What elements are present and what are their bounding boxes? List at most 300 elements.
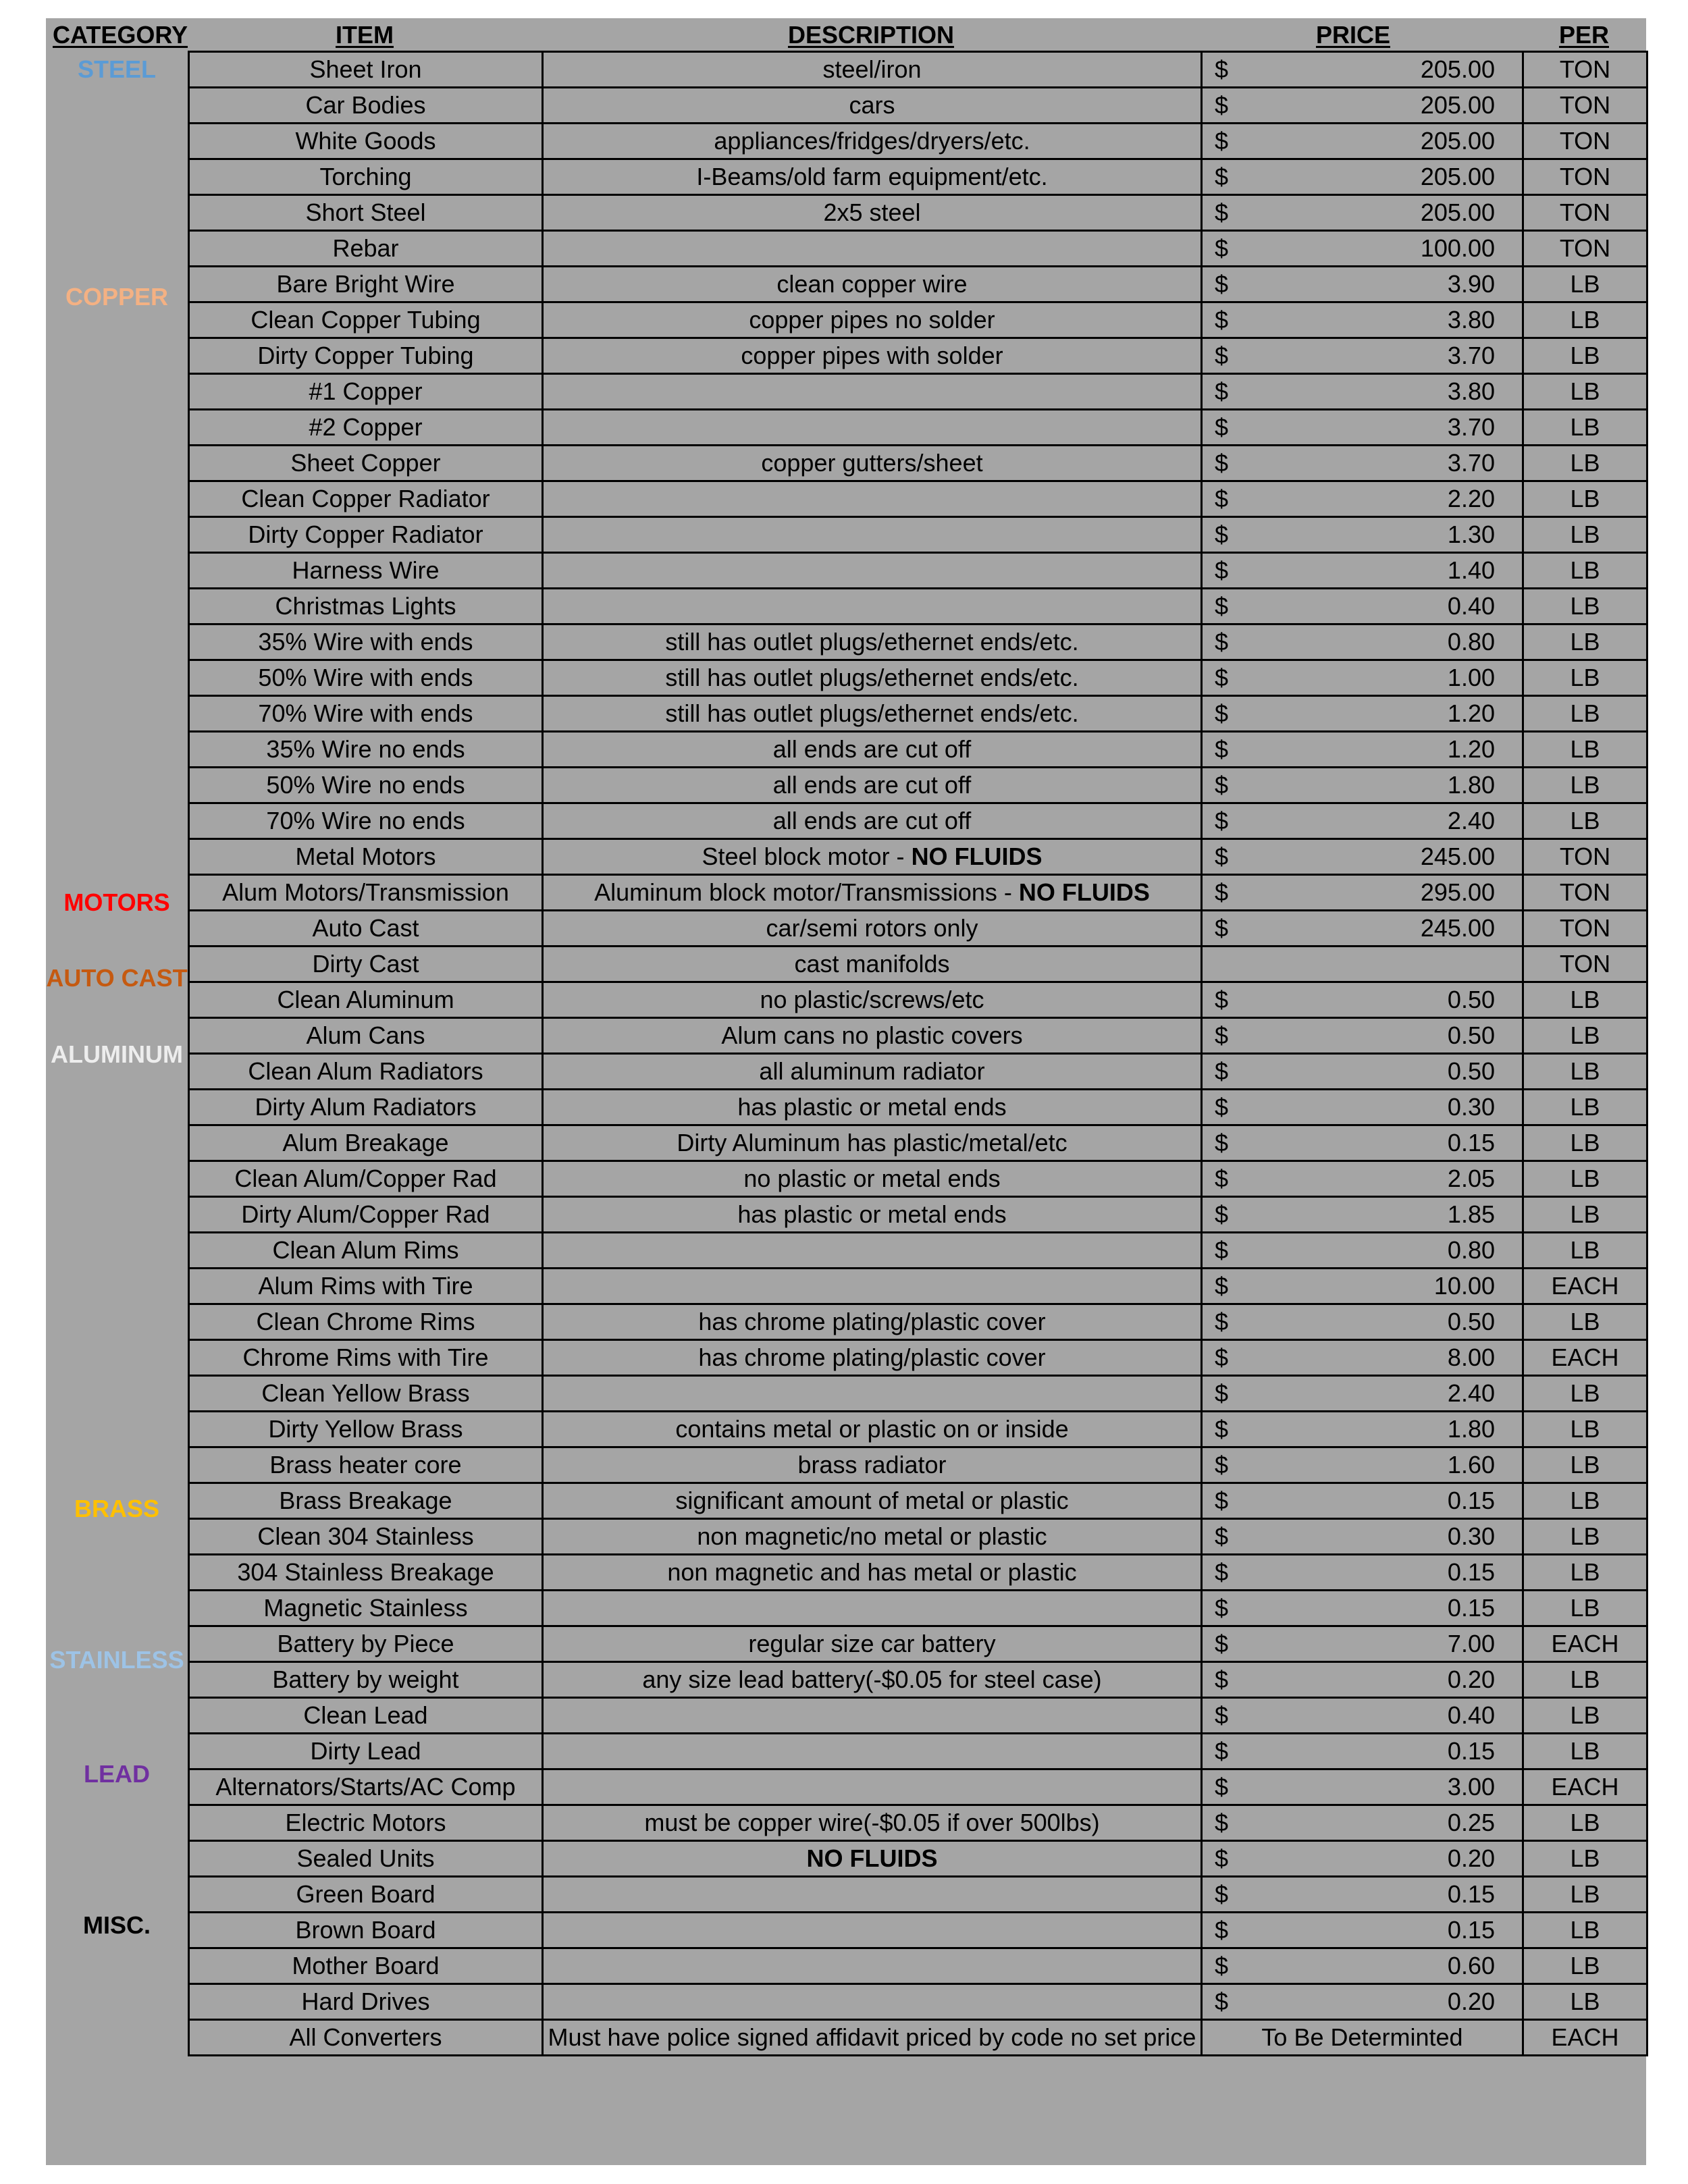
item-cell: Auto Cast	[189, 911, 543, 947]
per-cell: LB	[1523, 768, 1647, 803]
item-cell: #1 Copper	[189, 374, 543, 410]
table-row	[189, 267, 1647, 302]
item-cell: Clean Yellow Brass	[189, 1376, 543, 1412]
table-row	[189, 88, 1647, 124]
description-cell	[543, 1233, 1202, 1269]
price-cell	[1202, 624, 1523, 660]
description-text: still has outlet plugs/ethernet ends/etc.	[665, 699, 1079, 727]
per-cell: EACH	[1523, 2020, 1647, 2056]
table-row	[189, 1018, 1647, 1054]
dollar-sign: $	[1215, 1988, 1229, 2015]
description-cell	[543, 517, 1202, 553]
per-cell: TON	[1523, 124, 1647, 159]
price-amount: 1.20	[1447, 699, 1495, 727]
dollar-sign: $	[1215, 198, 1229, 226]
description-cell	[543, 1269, 1202, 1304]
price-cell	[1202, 1090, 1523, 1125]
price-cell	[1202, 88, 1523, 124]
description-cell	[543, 553, 1202, 589]
item-cell: Harness Wire	[189, 553, 543, 589]
price-cell	[1202, 1877, 1523, 1913]
dollar-sign: $	[1215, 1487, 1229, 1514]
per-cell: EACH	[1523, 1340, 1647, 1376]
table-row	[189, 1698, 1647, 1734]
price-cell	[1202, 1662, 1523, 1698]
table-row	[189, 1841, 1647, 1877]
item-cell: Brass Breakage	[189, 1483, 543, 1519]
price-amount: 100.00	[1420, 234, 1495, 262]
item-cell: Electric Motors	[189, 1805, 543, 1841]
price-amount: 0.50	[1447, 1057, 1495, 1085]
per-cell: LB	[1523, 338, 1647, 374]
dollar-sign: $	[1215, 91, 1229, 119]
price-text: To Be Determinted	[1261, 2023, 1463, 2051]
description-text: Dirty Aluminum has plastic/metal/etc	[677, 1129, 1067, 1156]
dollar-sign: $	[1215, 449, 1229, 477]
description-cell	[543, 696, 1202, 732]
dollar-sign: $	[1215, 735, 1229, 763]
item-cell: Magnetic Stainless	[189, 1591, 543, 1626]
per-cell: LB	[1523, 302, 1647, 338]
description-text: cast manifolds	[794, 950, 950, 978]
dollar-sign: $	[1215, 1916, 1229, 1944]
description-cell	[543, 1054, 1202, 1090]
price-cell	[1202, 1233, 1523, 1269]
dollar-sign: $	[1215, 664, 1229, 691]
price-amount: 8.00	[1447, 1343, 1495, 1371]
description-text: 2x5 steel	[823, 198, 921, 226]
dollar-sign: $	[1215, 1773, 1229, 1801]
dollar-sign: $	[1215, 807, 1229, 834]
description-text: regular size car battery	[748, 1630, 996, 1657]
price-cell	[1202, 338, 1523, 374]
price-cell	[1202, 1269, 1523, 1304]
price-amount: 3.00	[1447, 1773, 1495, 1801]
dollar-sign: $	[1215, 1379, 1229, 1407]
item-cell: Battery by Piece	[189, 1626, 543, 1662]
per-cell: LB	[1523, 374, 1647, 410]
price-cell	[1202, 732, 1523, 768]
price-cell	[1202, 1626, 1523, 1662]
description-emphasis: NO FLUIDS	[911, 843, 1043, 870]
price-amount: 0.15	[1447, 1737, 1495, 1765]
per-cell: LB	[1523, 696, 1647, 732]
dollar-sign: $	[1215, 377, 1229, 405]
per-cell: TON	[1523, 195, 1647, 231]
item-cell: Brass heater core	[189, 1447, 543, 1483]
price-amount: 0.30	[1447, 1093, 1495, 1121]
item-cell: Dirty Lead	[189, 1734, 543, 1769]
table-row	[189, 982, 1647, 1018]
item-cell: Dirty Yellow Brass	[189, 1412, 543, 1447]
price-amount: 0.50	[1447, 1021, 1495, 1049]
description-text: contains metal or plastic on or inside	[675, 1415, 1069, 1443]
price-cell	[1202, 982, 1523, 1018]
price-cell	[1202, 1304, 1523, 1340]
table-row	[189, 589, 1647, 624]
per-cell: LB	[1523, 589, 1647, 624]
price-amount: 0.15	[1447, 1594, 1495, 1622]
dollar-sign: $	[1215, 878, 1229, 906]
dollar-sign: $	[1215, 234, 1229, 262]
description-cell	[543, 1591, 1202, 1626]
description-text: has plastic or metal ends	[737, 1093, 1007, 1121]
price-amount: 205.00	[1420, 198, 1495, 226]
description-cell	[543, 88, 1202, 124]
dollar-sign: $	[1215, 914, 1229, 942]
per-cell: LB	[1523, 803, 1647, 839]
table-row	[189, 1984, 1647, 2020]
dollar-sign: $	[1215, 986, 1229, 1013]
description-text: must be copper wire(-$0.05 if over 500lbs)	[644, 1809, 1100, 1836]
item-cell: Alum Rims with Tire	[189, 1269, 543, 1304]
description-cell	[543, 1090, 1202, 1125]
item-cell: All Converters	[189, 2020, 543, 2056]
per-cell: LB	[1523, 481, 1647, 517]
price-amount: 3.70	[1447, 413, 1495, 441]
item-cell: Dirty Copper Tubing	[189, 338, 543, 374]
price-cell	[1202, 1734, 1523, 1769]
table-row	[189, 1340, 1647, 1376]
per-cell: LB	[1523, 982, 1647, 1018]
description-cell	[543, 159, 1202, 195]
item-cell: 304 Stainless Breakage	[189, 1555, 543, 1591]
description-cell	[543, 1662, 1202, 1698]
description-text: all ends are cut off	[772, 735, 972, 763]
item-cell: Dirty Copper Radiator	[189, 517, 543, 553]
price-amount: 205.00	[1420, 55, 1495, 83]
header-description: DESCRIPTION	[787, 21, 955, 49]
description-cell	[543, 1769, 1202, 1805]
per-cell: EACH	[1523, 1626, 1647, 1662]
per-cell: LB	[1523, 1591, 1647, 1626]
price-cell	[1202, 1018, 1523, 1054]
price-amount: 0.25	[1447, 1809, 1495, 1836]
per-cell: LB	[1523, 1734, 1647, 1769]
per-cell: LB	[1523, 1948, 1647, 1984]
description-cell	[543, 1948, 1202, 1984]
item-cell: Metal Motors	[189, 839, 543, 875]
table-row	[189, 1161, 1647, 1197]
item-cell: Alum Motors/Transmission	[189, 875, 543, 911]
table-row	[189, 1197, 1647, 1233]
table-row	[189, 195, 1647, 231]
dollar-sign: $	[1215, 1236, 1229, 1264]
price-cell	[1202, 696, 1523, 732]
item-cell: Sheet Iron	[189, 52, 543, 88]
header-row	[46, 18, 1646, 51]
price-amount: 205.00	[1420, 127, 1495, 155]
price-cell	[1202, 1376, 1523, 1412]
table-row	[189, 517, 1647, 553]
dollar-sign: $	[1215, 1165, 1229, 1192]
price-cell	[1202, 1161, 1523, 1197]
price-amount: 1.00	[1447, 664, 1495, 691]
description-cell	[543, 1555, 1202, 1591]
table-row	[189, 553, 1647, 589]
description-cell	[543, 338, 1202, 374]
per-cell: TON	[1523, 231, 1647, 267]
price-cell	[1202, 124, 1523, 159]
price-cell	[1202, 875, 1523, 911]
table-row	[189, 1054, 1647, 1090]
price-amount: 0.50	[1447, 986, 1495, 1013]
table-row	[189, 1626, 1647, 1662]
price-amount: 1.85	[1447, 1200, 1495, 1228]
dollar-sign: $	[1215, 1880, 1229, 1908]
category-label: ALUMINUM	[51, 1040, 183, 1068]
description-cell	[543, 1161, 1202, 1197]
price-cell	[1202, 2020, 1523, 2056]
description-cell	[543, 374, 1202, 410]
price-cell	[1202, 446, 1523, 481]
price-amount: 205.00	[1420, 91, 1495, 119]
dollar-sign: $	[1215, 1737, 1229, 1765]
price-cell	[1202, 267, 1523, 302]
per-cell: LB	[1523, 1090, 1647, 1125]
description-text: all ends are cut off	[772, 807, 972, 834]
price-amount: 0.50	[1447, 1308, 1495, 1335]
item-cell: Car Bodies	[189, 88, 543, 124]
item-cell: Sheet Copper	[189, 446, 543, 481]
table-row	[189, 1913, 1647, 1948]
description-text: Steel block motor -	[702, 843, 912, 870]
price-amount: 1.80	[1447, 1415, 1495, 1443]
price-amount: 245.00	[1420, 914, 1495, 942]
item-cell: Green Board	[189, 1877, 543, 1913]
dollar-sign: $	[1215, 1272, 1229, 1300]
price-amount: 2.20	[1447, 485, 1495, 512]
price-amount: 0.15	[1447, 1558, 1495, 1586]
item-cell: Clean Aluminum	[189, 982, 543, 1018]
dollar-sign: $	[1215, 556, 1229, 584]
category-label: LEAD	[84, 1759, 150, 1788]
description-text: significant amount of metal or plastic	[675, 1487, 1069, 1514]
dollar-sign: $	[1215, 1200, 1229, 1228]
description-cell	[543, 410, 1202, 446]
item-cell: Sealed Units	[189, 1841, 543, 1877]
price-amount: 1.60	[1447, 1451, 1495, 1479]
price-amount: 0.80	[1447, 628, 1495, 656]
description-text: Must have police signed affidavit priced by code no set price	[548, 2023, 1196, 2051]
dollar-sign: $	[1215, 628, 1229, 656]
dollar-sign: $	[1215, 699, 1229, 727]
per-cell: LB	[1523, 1018, 1647, 1054]
price-amount: 0.15	[1447, 1129, 1495, 1156]
dollar-sign: $	[1215, 1057, 1229, 1085]
price-amount: 3.70	[1447, 342, 1495, 369]
item-cell: Alternators/Starts/AC Comp	[189, 1769, 543, 1805]
description-emphasis: NO FLUIDS	[1018, 878, 1150, 906]
price-cell	[1202, 374, 1523, 410]
header-item: ITEM	[336, 21, 394, 49]
item-cell: Dirty Cast	[189, 947, 543, 982]
price-table	[188, 51, 1648, 2056]
price-amount: 0.15	[1447, 1916, 1495, 1944]
category-label: AUTO CAST	[46, 964, 188, 992]
description-cell	[543, 195, 1202, 231]
price-cell	[1202, 159, 1523, 195]
description-cell	[543, 1626, 1202, 1662]
description-text: Aluminum block motor/Transmissions -	[594, 878, 1019, 906]
category-label: MISC.	[82, 1911, 151, 1939]
description-cell	[543, 302, 1202, 338]
price-cell	[1202, 839, 1523, 875]
table-row	[189, 1948, 1647, 1984]
price-cell	[1202, 1769, 1523, 1805]
price-cell	[1202, 1447, 1523, 1483]
price-amount: 1.40	[1447, 556, 1495, 584]
price-cell	[1202, 1913, 1523, 1948]
table-row	[189, 768, 1647, 803]
table-row	[189, 1233, 1647, 1269]
description-text: copper pipes no solder	[749, 306, 995, 334]
per-cell: EACH	[1523, 1269, 1647, 1304]
header-per: PER	[1558, 21, 1610, 49]
per-cell: LB	[1523, 1984, 1647, 2020]
description-cell	[543, 911, 1202, 947]
per-cell: TON	[1523, 875, 1647, 911]
description-text: brass radiator	[797, 1451, 947, 1479]
dollar-sign: $	[1215, 1558, 1229, 1586]
per-cell: LB	[1523, 1877, 1647, 1913]
description-cell	[543, 1877, 1202, 1913]
table-row	[189, 1125, 1647, 1161]
item-cell: 50% Wire with ends	[189, 660, 543, 696]
per-cell: LB	[1523, 1447, 1647, 1483]
per-cell: LB	[1523, 267, 1647, 302]
item-cell: 35% Wire no ends	[189, 732, 543, 768]
table-row	[189, 338, 1647, 374]
per-cell: LB	[1523, 624, 1647, 660]
per-cell: TON	[1523, 88, 1647, 124]
dollar-sign: $	[1215, 1701, 1229, 1729]
item-cell: Clean Alum Rims	[189, 1233, 543, 1269]
item-cell: Christmas Lights	[189, 589, 543, 624]
table-row	[189, 446, 1647, 481]
price-amount: 295.00	[1420, 878, 1495, 906]
dollar-sign: $	[1215, 1308, 1229, 1335]
description-cell	[543, 947, 1202, 982]
description-cell	[543, 481, 1202, 517]
table-row	[189, 947, 1647, 982]
item-cell: Clean Copper Tubing	[189, 302, 543, 338]
header-price: PRICE	[1315, 21, 1390, 49]
table-row	[189, 1734, 1647, 1769]
description-cell	[543, 589, 1202, 624]
description-cell	[543, 1376, 1202, 1412]
dollar-sign: $	[1215, 55, 1229, 83]
description-cell	[543, 660, 1202, 696]
dollar-sign: $	[1215, 1844, 1229, 1872]
table-row	[189, 159, 1647, 195]
description-cell	[543, 768, 1202, 803]
dollar-sign: $	[1215, 1809, 1229, 1836]
description-text: appliances/fridges/dryers/etc.	[714, 127, 1030, 155]
per-cell: LB	[1523, 1233, 1647, 1269]
price-amount: 245.00	[1420, 843, 1495, 870]
category-label: MOTORS	[63, 888, 170, 917]
description-text: still has outlet plugs/ethernet ends/etc.	[665, 664, 1079, 691]
table-row	[189, 1519, 1647, 1555]
price-amount: 1.80	[1447, 771, 1495, 799]
price-cell	[1202, 52, 1523, 88]
item-cell: Torching	[189, 159, 543, 195]
per-cell: TON	[1523, 159, 1647, 195]
description-cell	[543, 1018, 1202, 1054]
price-cell	[1202, 410, 1523, 446]
price-cell	[1202, 481, 1523, 517]
description-cell	[543, 624, 1202, 660]
price-cell	[1202, 1054, 1523, 1090]
item-cell: Clean Copper Radiator	[189, 481, 543, 517]
price-cell	[1202, 1555, 1523, 1591]
table-row	[189, 875, 1647, 911]
table-row	[189, 1483, 1647, 1519]
item-cell: Clean Lead	[189, 1698, 543, 1734]
item-cell: Alum Cans	[189, 1018, 543, 1054]
item-cell: 70% Wire no ends	[189, 803, 543, 839]
description-cell	[543, 1734, 1202, 1769]
price-amount: 205.00	[1420, 163, 1495, 190]
per-cell: LB	[1523, 1197, 1647, 1233]
description-cell	[543, 1304, 1202, 1340]
price-amount: 1.30	[1447, 521, 1495, 548]
table-row	[189, 302, 1647, 338]
table-row	[189, 124, 1647, 159]
dollar-sign: $	[1215, 163, 1229, 190]
price-amount: 3.70	[1447, 449, 1495, 477]
price-amount: 0.20	[1447, 1666, 1495, 1693]
description-cell	[543, 839, 1202, 875]
per-cell: LB	[1523, 553, 1647, 589]
per-cell: LB	[1523, 1841, 1647, 1877]
table-row	[189, 1555, 1647, 1591]
table-row	[189, 1376, 1647, 1412]
price-amount: 0.20	[1447, 1844, 1495, 1872]
description-cell	[543, 231, 1202, 267]
item-cell: Short Steel	[189, 195, 543, 231]
description-text: has chrome plating/plastic cover	[698, 1308, 1046, 1335]
table-row	[189, 1090, 1647, 1125]
table-row	[189, 1805, 1647, 1841]
description-text: still has outlet plugs/ethernet ends/etc.	[665, 628, 1079, 656]
description-cell	[543, 446, 1202, 481]
category-label: STEEL	[77, 55, 156, 83]
price-cell	[1202, 553, 1523, 589]
description-cell	[543, 267, 1202, 302]
price-amount: 2.40	[1447, 807, 1495, 834]
price-sheet	[46, 18, 1646, 2165]
description-cell	[543, 1698, 1202, 1734]
price-cell	[1202, 911, 1523, 947]
description-cell	[543, 1447, 1202, 1483]
table-row	[189, 839, 1647, 875]
price-cell	[1202, 302, 1523, 338]
description-text: all aluminum radiator	[759, 1057, 985, 1085]
item-cell: Hard Drives	[189, 1984, 543, 2020]
item-cell: Mother Board	[189, 1948, 543, 1984]
price-amount: 2.05	[1447, 1165, 1495, 1192]
price-amount: 0.15	[1447, 1487, 1495, 1514]
table-row	[189, 732, 1647, 768]
per-cell: TON	[1523, 839, 1647, 875]
per-cell: LB	[1523, 1483, 1647, 1519]
table-row	[189, 911, 1647, 947]
per-cell: LB	[1523, 1125, 1647, 1161]
table-row	[189, 231, 1647, 267]
price-cell	[1202, 1412, 1523, 1447]
